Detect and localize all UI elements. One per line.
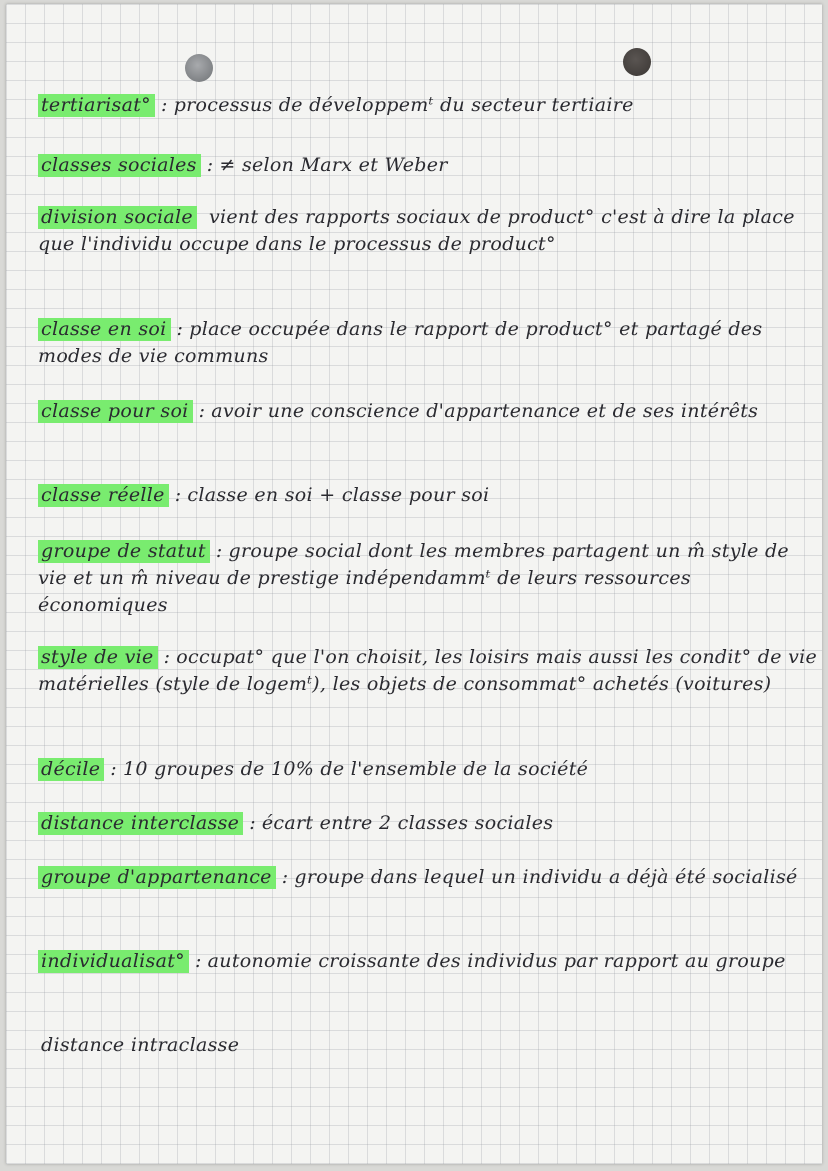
term-label: classe réelle [38, 484, 169, 507]
term-label: classe en soi [38, 318, 171, 341]
separator: : [206, 154, 214, 176]
separator: : [215, 540, 223, 562]
binder-hole-right [623, 48, 651, 76]
definition-text: groupe social dont les membres partagent un m̂ style de vie et un m̂ niveau de prestige indépendammᵗ de leurs ressources économiques [38, 540, 789, 616]
entry-division-sociale [38, 204, 823, 258]
entry-classes-sociales [38, 152, 823, 179]
separator: : [174, 484, 182, 506]
binder-hole-left [185, 54, 213, 82]
entry-classe-en-soi [38, 316, 823, 370]
definition-text: avoir une conscience d'appartenance et de ses intérêts [211, 400, 759, 422]
separator: : [176, 318, 184, 340]
definition-text: 10 groupes de 10% de l'ensemble de la société [122, 758, 589, 780]
term-label: distance interclasse [38, 812, 243, 835]
term-label: style de vie [38, 646, 158, 669]
definition-text: écart entre 2 classes sociales [261, 812, 554, 834]
notebook-page [6, 4, 822, 1164]
separator [197, 206, 209, 228]
term-label: décile [38, 758, 104, 781]
definition-text: vient des rapports sociaux de product° c'est à dire la place que l'individu occupe dans le processus de product° [38, 206, 795, 255]
term-label: division sociale [38, 206, 197, 229]
entry-style-de-vie [38, 644, 823, 698]
entry-decile [38, 756, 823, 783]
term-label: distance intraclasse [41, 1034, 240, 1056]
definition-text: classe en soi + classe pour soi [187, 484, 490, 506]
separator: : [163, 646, 171, 668]
entry-individualisation [38, 948, 823, 975]
entry-classe-reelle [38, 482, 823, 509]
entry-distance-intraclasse [38, 1032, 823, 1059]
separator: : [198, 400, 206, 422]
term-label: classe pour soi [38, 400, 193, 423]
separator: : [281, 866, 289, 888]
definition-text: occupat° que l'on choisit, les loisirs mais aussi les condit° de vie matérielles (style de logemᵗ), les objets de consommat° achetés (voitures) [38, 646, 818, 695]
entry-tertiarisation [38, 92, 823, 119]
definition-text: autonomie croissante des individus par rapport au groupe [207, 950, 786, 972]
definition-text: processus de développemᵗ du secteur tertiaire [173, 94, 634, 116]
term-label: groupe d'appartenance [38, 866, 276, 889]
term-label: tertiarisat° [38, 94, 155, 117]
definition-text: groupe dans lequel un individu a déjà été socialisé [294, 866, 798, 888]
separator: : [249, 812, 256, 834]
entry-distance-interclasse [38, 810, 823, 837]
entry-classe-pour-soi [38, 398, 823, 425]
definition-text: place occupée dans le rapport de product° et partagé des modes de vie communs [38, 318, 763, 367]
entry-groupe-de-statut [38, 538, 823, 619]
separator: : [110, 758, 117, 780]
term-label: individualisat° [38, 950, 189, 973]
definition-text: ≠ selon Marx et Weber [219, 154, 448, 176]
entry-groupe-d-appartenance [38, 864, 823, 891]
term-label: classes sociales [38, 154, 201, 177]
separator: : [160, 94, 168, 116]
term-label: groupe de statut [38, 540, 210, 563]
separator: : [194, 950, 202, 972]
